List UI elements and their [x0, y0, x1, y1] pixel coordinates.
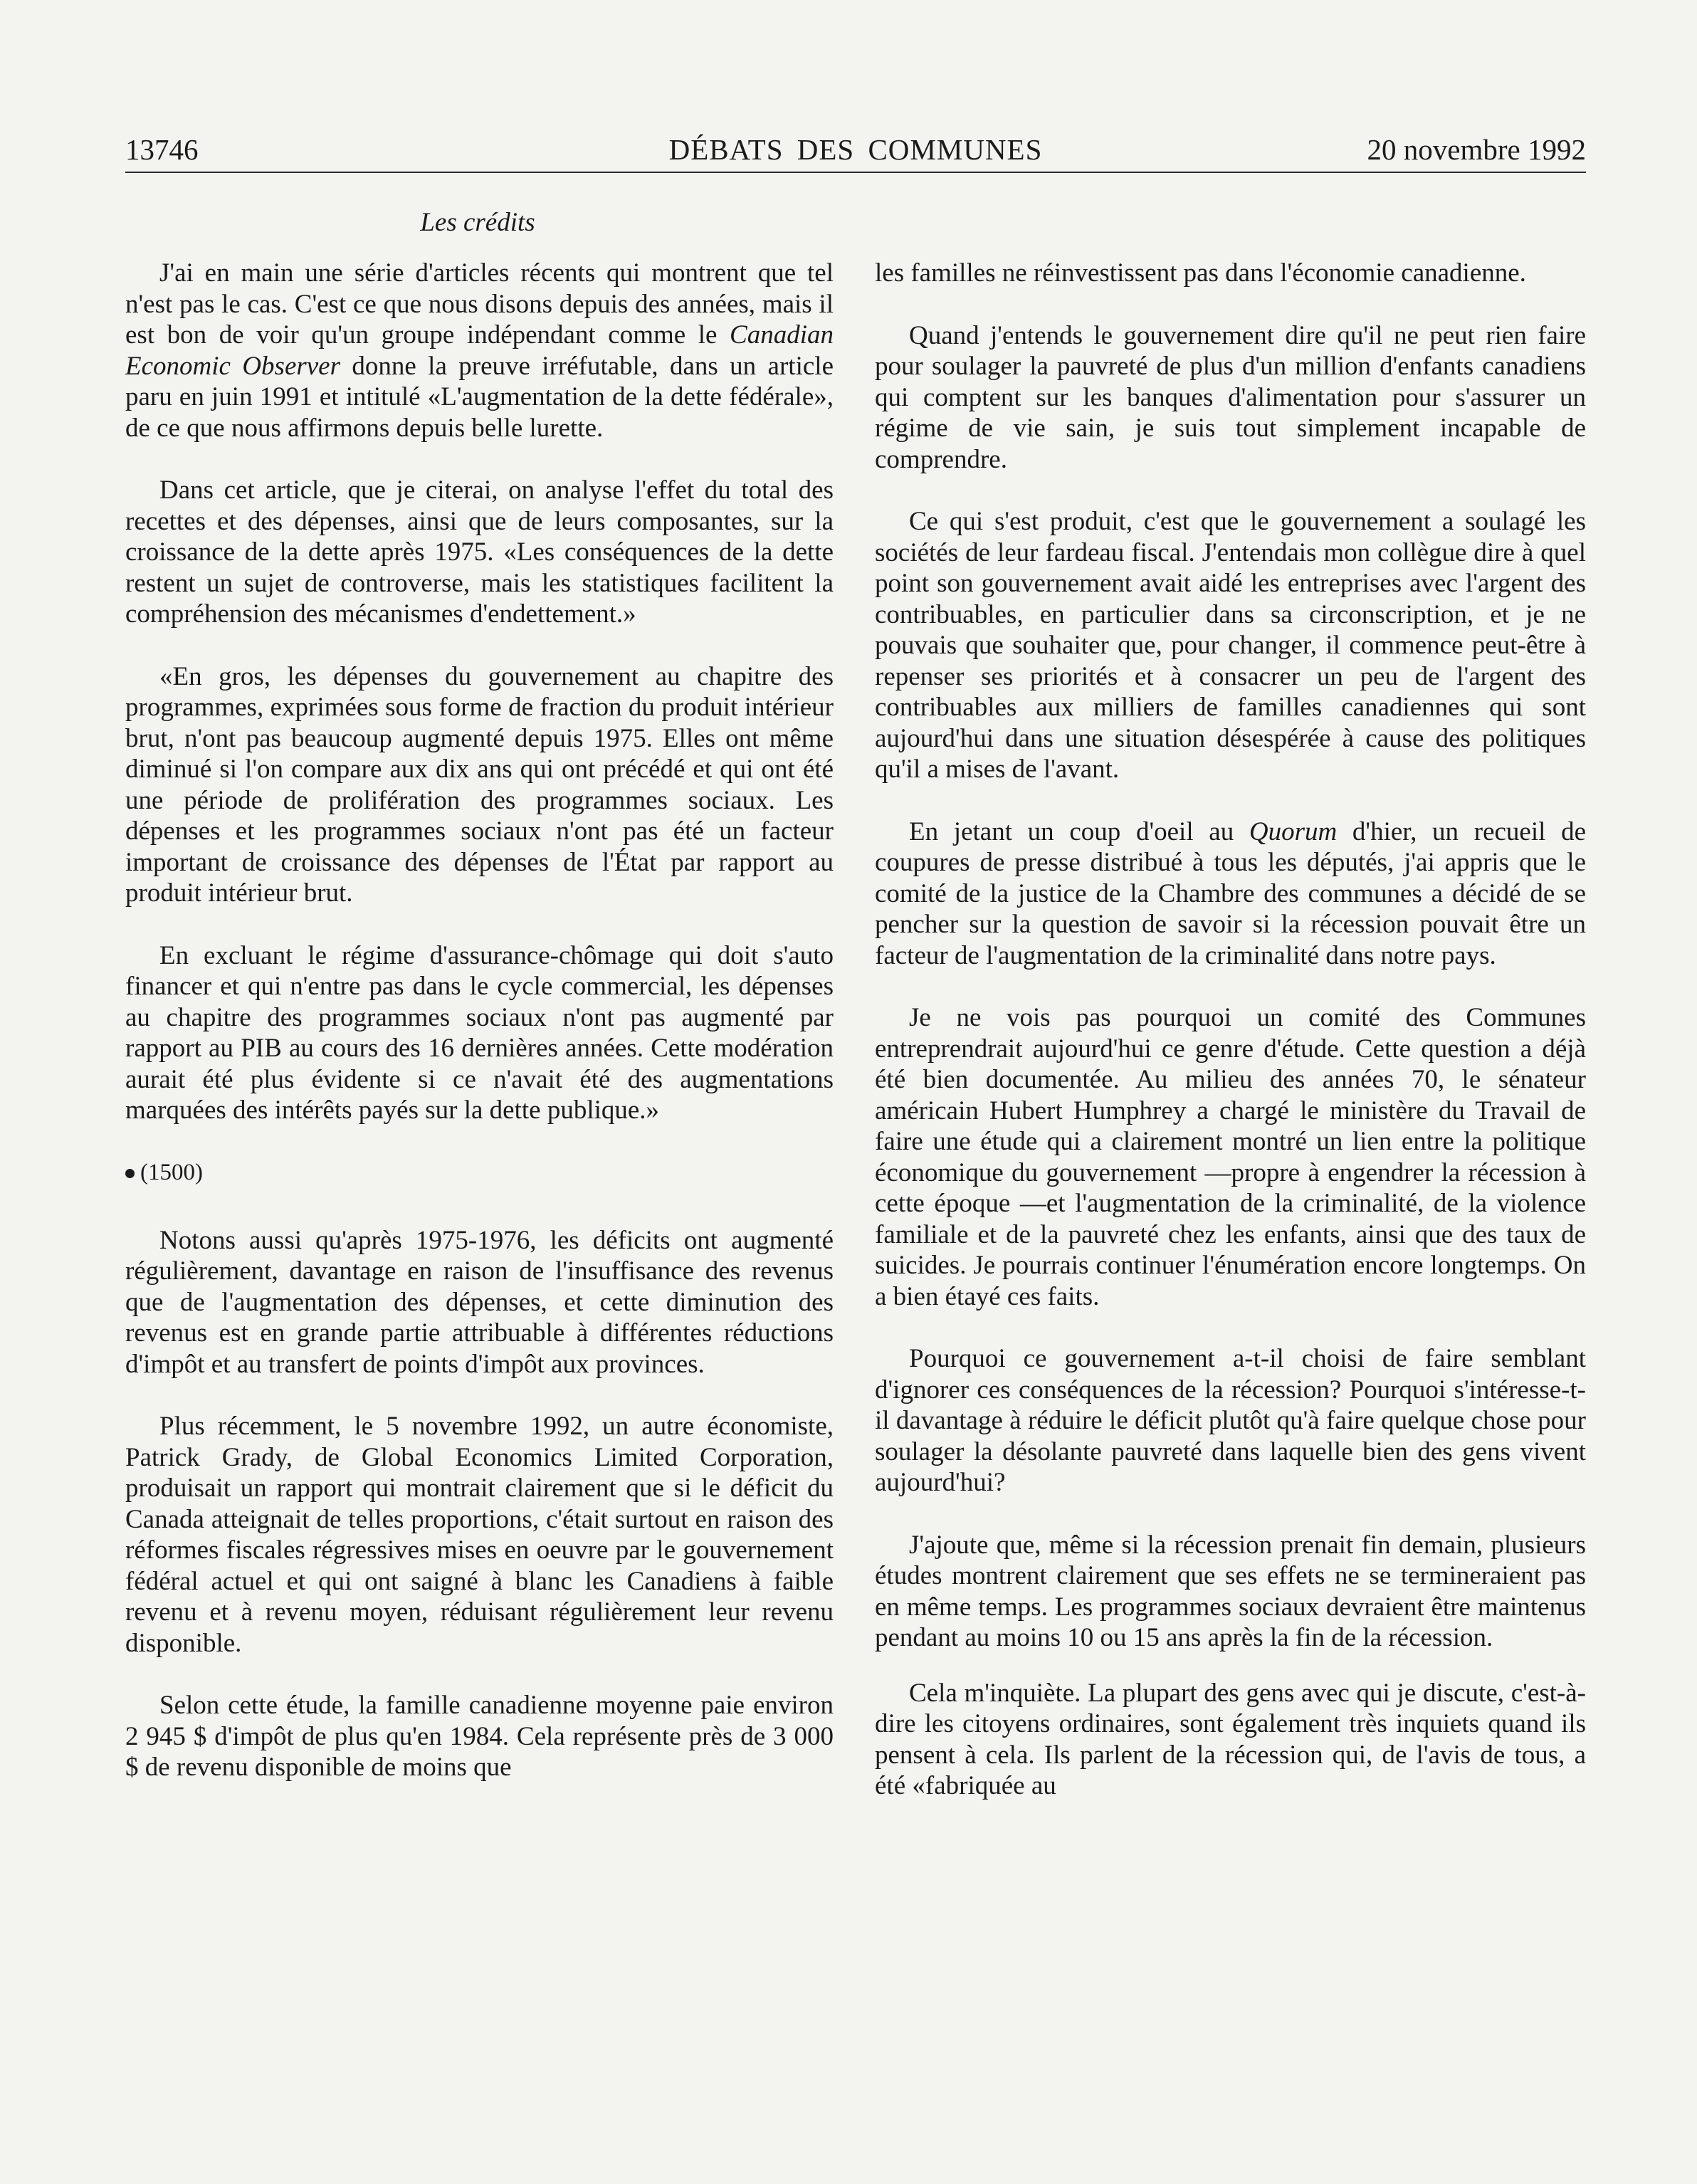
paragraph: En excluant le régime d'assurance-chômage qui doit s'auto financer et qui n'entre pas dans le cycle commercial, les dépenses au chapitre des programmes sociaux n'ont pas augmenté par rapport au PIB au cours des 16 dernières années. Cette modération aurait été plus évidente si ce n'avait été des augmentations marquées des intérêts payés sur la dette publique.» [125, 940, 834, 1125]
paragraph: Quand j'entends le gouvernement dire qu'il ne peut rien faire pour soulager la pauvreté de plus d'un million d'enfants canadiens qui comptent sur les banques d'alimentation pour s'assurer un régime de vie sain, je suis tout simplement incapable de comprendre. [875, 320, 1586, 474]
journal-title: DÉBATS DES COMMUNES [668, 133, 1043, 166]
bullet-icon [125, 1169, 135, 1178]
time-marker: (1500) [125, 1157, 834, 1188]
paragraph: J'ajoute que, même si la récession prenait fin demain, plusieurs études montrent clairement que ses effets ne se termineraient pas en même temps. Les programmes sociaux devraient être maintenus pendant au moins 10 ou 15 ans après la fin de la récession. [875, 1530, 1586, 1652]
publication-title: Quorum [1249, 817, 1338, 846]
paragraph: Ce qui s'est produit, c'est que le gouvernement a soulagé les sociétés de leur fardeau fiscal. J'entendais mon collègue dire à quel point son gouvernement avait aidé les entreprises avec l'argent des contribuables, en particulier dans sa circonscription, et je ne pouvais que souhaiter que, pour changer, il commence peut-être à repenser ses priorités et à consacrer un peu de l'argent des contribuables aux milliers de familles canadiennes qui sont aujourd'hui dans une situation désespérée à cause des politiques qu'il a mises de l'avant. [875, 507, 1586, 784]
paragraph: J'ai en main une série d'articles récents qui montrent que tel n'est pas le cas. C'est ce que nous disons depuis des années, mais il est bon de voir qu'un groupe indépendant comme le Canadian Economic Observer donne la preuve irréfutable, dans un article paru en juin 1991 et intitulé «L'augmentation de la dette fédérale», de ce que nous affirmons depuis belle lurette. [125, 258, 834, 443]
page-number: 13746 [125, 133, 199, 166]
section-title: Les crédits [420, 208, 535, 237]
paragraph: Notons aussi qu'après 1975-1976, les déficits ont augmenté régulièrement, davantage en raison de l'insuffisance des revenus que de l'augmentation des dépenses, et cette diminution des revenus est en grande partie attribuable à différentes réductions d'impôt et au transfert de points d'impôt aux provinces. [125, 1225, 834, 1379]
paragraph: Pourquoi ce gouvernement a-t-il choisi de faire semblant d'ignorer ces conséquences de la récession? Pourquoi s'intéresse-t-il davantage à réduire le déficit plutôt qu'à faire quelque chose pour soulager la désolante pauvreté dans laquelle bien des gens vivent aujourd'hui? [875, 1344, 1586, 1497]
paragraph: Plus récemment, le 5 novembre 1992, un autre économiste, Patrick Grady, de Global Economics Limited Corporation, produisait un rapport qui montrait clairement que si le déficit du Canada atteignait de telles proportions, c'était surtout en raison des réformes fiscales régressives mises en oeuvre par le gouvernement fédéral actuel et qui ont saigné à blanc les Canadiens à faible revenu et à revenu moyen, réduisant régulièrement leur revenu disponible. [125, 1412, 834, 1658]
paragraph: Dans cet article, que je citerai, on analyse l'effet du total des recettes et des dépenses, ainsi que de leurs composantes, sur la croissance de la dette après 1975. «Les conséquences de la dette restent un sujet de controverse, mais les statistiques facilitent la compréhension des mécanismes d'endettement.» [125, 476, 834, 629]
page-header [125, 131, 1586, 168]
paragraph: les familles ne réinvestissent pas dans l'économie canadienne. [875, 258, 1526, 288]
left-column [125, 258, 834, 1815]
paragraph: «En gros, les dépenses du gouvernement au chapitre des programmes, exprimées sous forme de fraction du produit intérieur brut, n'ont pas beaucoup augmenté depuis 1975. Elles ont même diminué si l'on compare aux dix ans qui ont précédé et qui ont été une période de prolifération des programmes sociaux. Les dépenses et les programmes sociaux n'ont pas été un facteur important de croissance des dépenses de l'État par rapport au produit intérieur brut. [125, 661, 834, 908]
right-column [875, 258, 1586, 1833]
paragraph: Cela m'inquiète. La plupart des gens avec qui je discute, c'est-à-dire les citoyens ordinaires, sont également très inquiets quand ils pensent à cela. Ils parlent de la récession qui, de l'avis de tous, a été «fabriquée au [875, 1678, 1586, 1800]
header-rule [125, 172, 1586, 173]
paragraph: Je ne vois pas pourquoi un comité des Communes entreprendrait aujourd'hui ce genre d'étude. Cette question a déjà été bien documentée. Au milieu des années 70, le sénateur américain Hubert Humphrey a chargé le ministère du Travail de faire une étude qui a clairement montré un lien entre la politique économique du gouvernement —propre à engendrer la récession à cette époque —et l'augmentation de la criminalité, de la violence familiale et de la pauvreté chez les enfants, ainsi que des taux de suicides. Je pourrais continuer l'énumération encore longtemps. On a bien étayé ces faits. [875, 1003, 1586, 1311]
header-date: 20 novembre 1992 [1367, 133, 1586, 166]
publication-title: Canadian Economic Observer [125, 320, 834, 381]
paragraph: En jetant un coup d'oeil au Quorum d'hier, un recueil de coupures de presse distribué à tous les députés, j'ai appris que le comité de la justice de la Chambre des communes a décidé de se pencher sur la question de savoir si la récession pouvait être un facteur de l'augmentation de la criminalité dans notre pays. [875, 817, 1587, 970]
paragraph: Selon cette étude, la famille canadienne moyenne paie environ 2 945 $ d'impôt de plus qu'en 1984. Cela représente près de 3 000 $ de revenu disponible de moins que [125, 1691, 834, 1782]
